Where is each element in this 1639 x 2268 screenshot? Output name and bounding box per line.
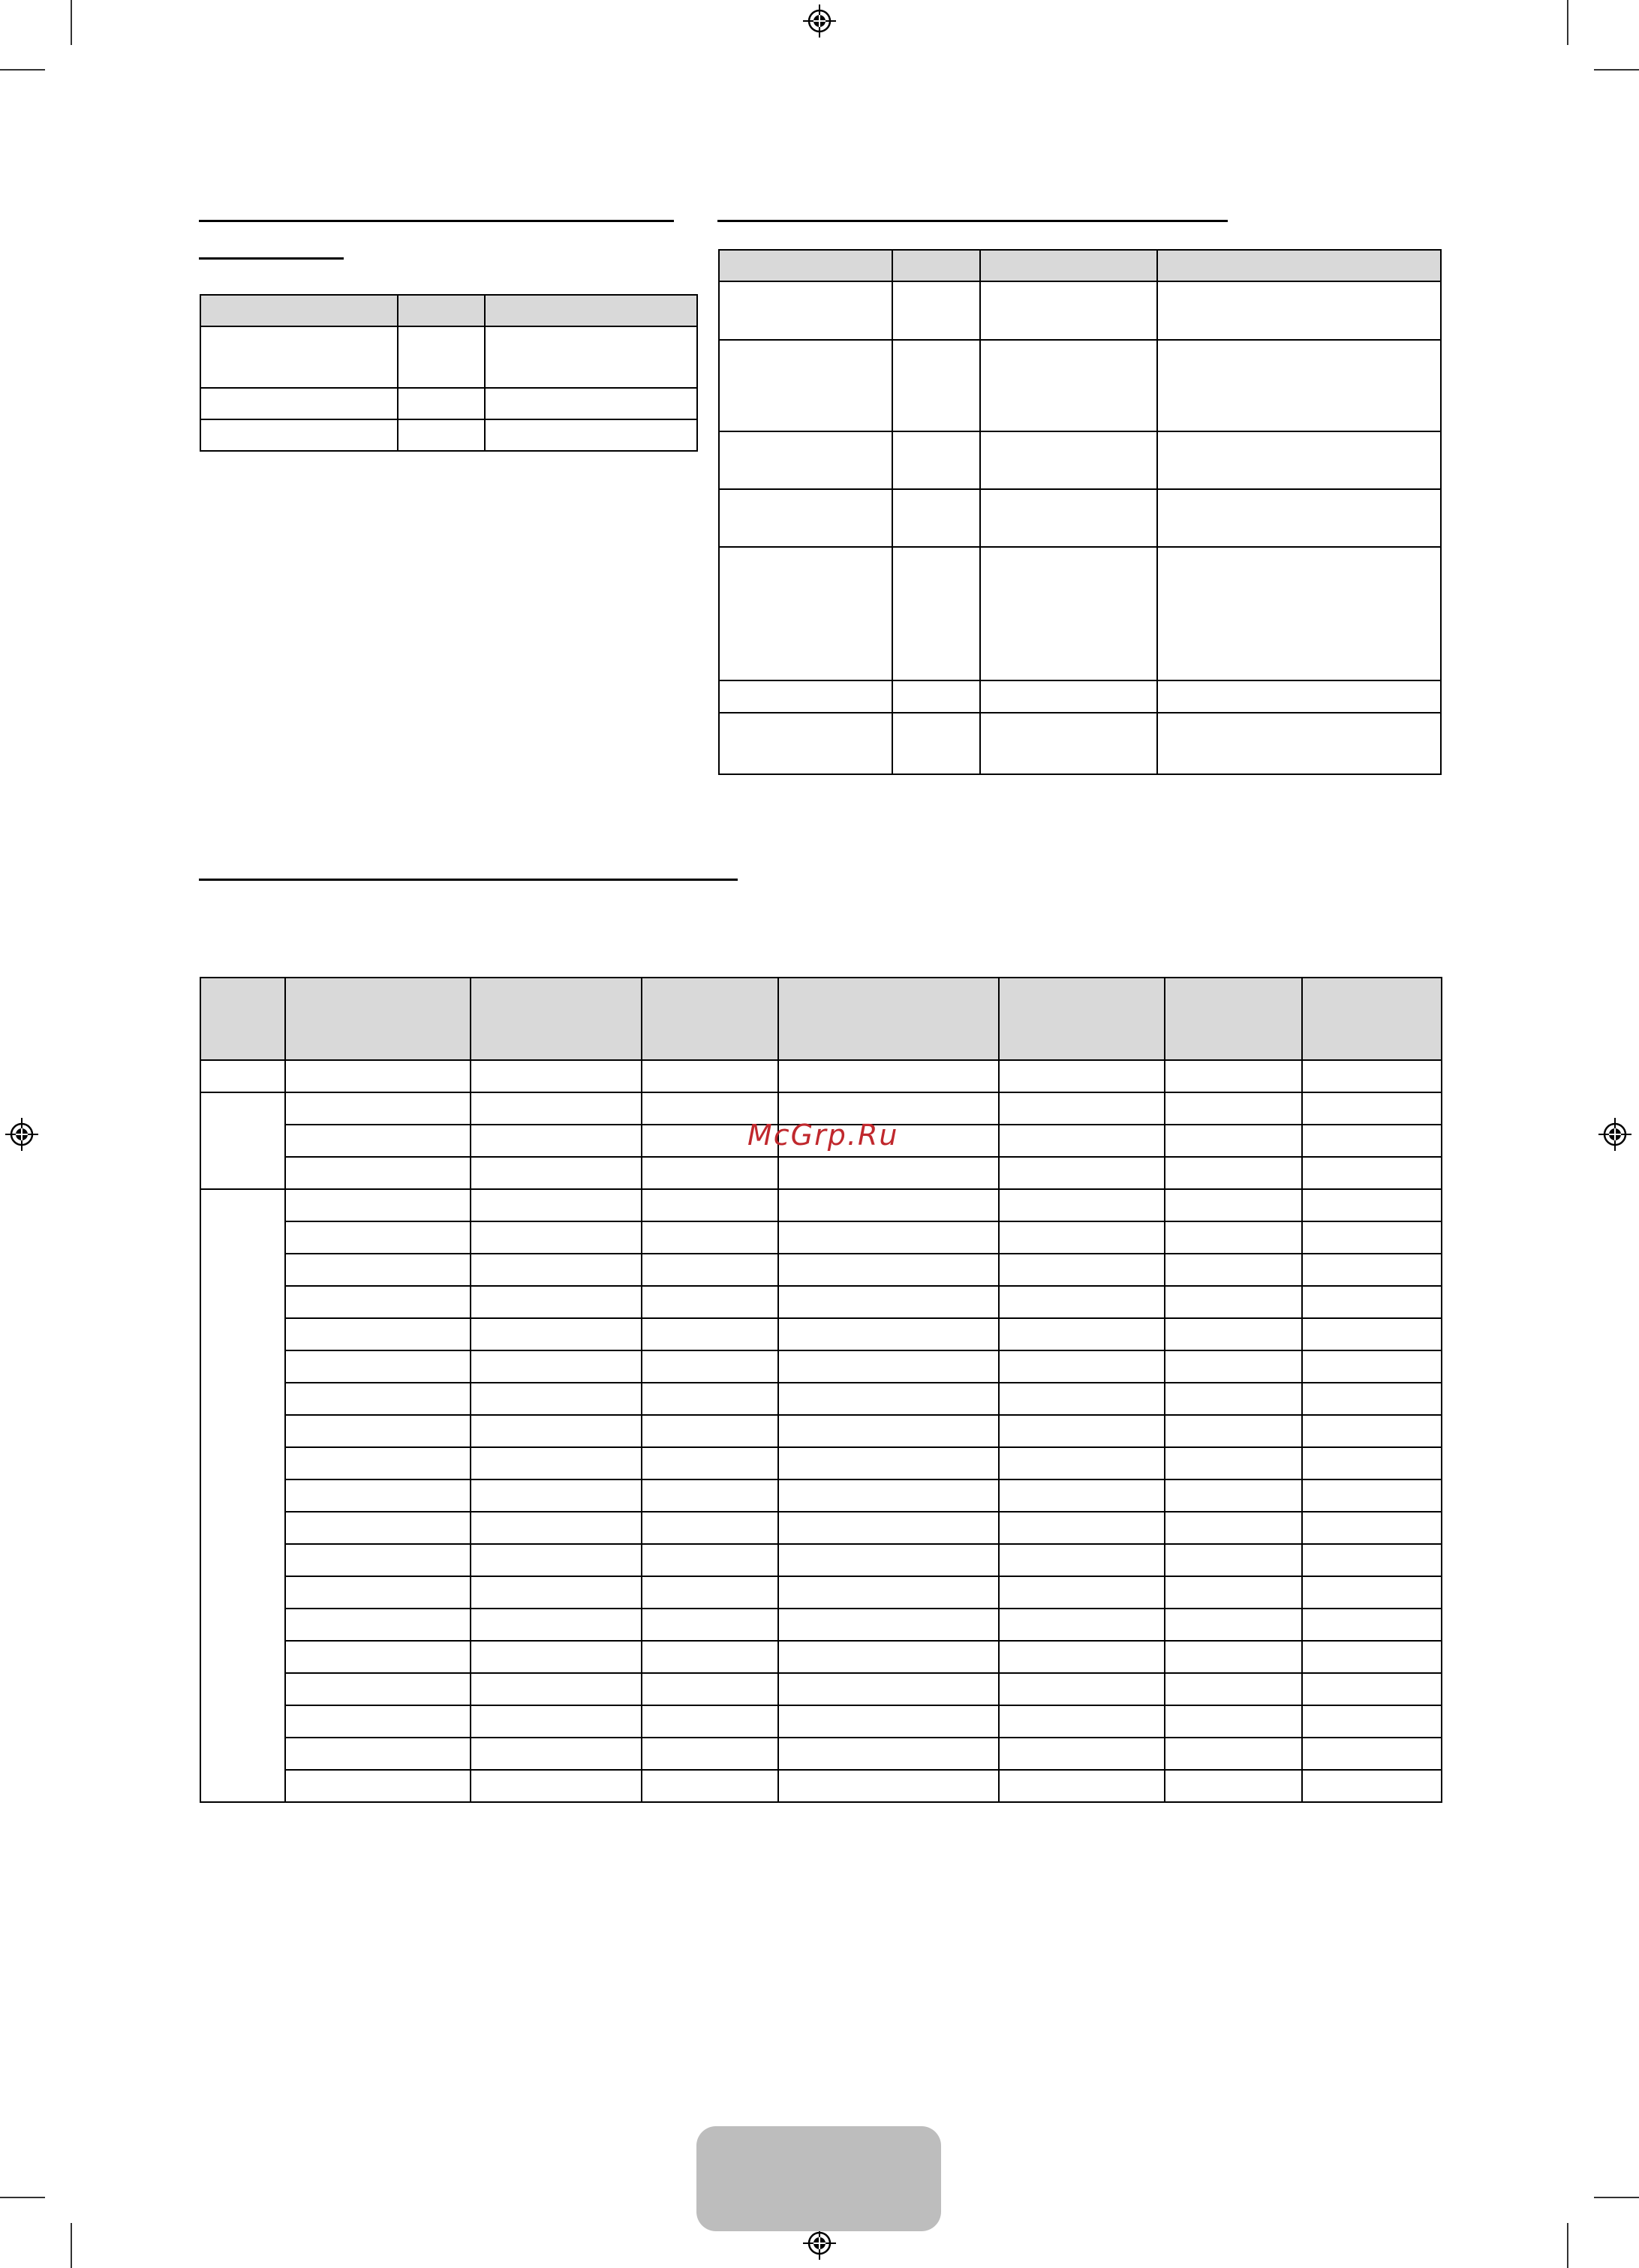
table-cell [471,1479,642,1512]
table-cell [471,1189,642,1221]
table-cell [285,1512,471,1544]
table-cell [778,1673,999,1705]
table-cell [1157,713,1441,774]
registration-mark-right-icon [1598,1118,1631,1151]
table-cell [1165,1092,1302,1125]
table-cell [892,281,980,340]
table-row [200,1415,1442,1447]
table-row [200,1576,1442,1609]
table-row [200,326,697,388]
table-cell [200,1060,285,1092]
table-cell [471,1447,642,1479]
table-cell [980,281,1157,340]
table-cell [642,1318,778,1350]
crop-mark-bottom-right-v [1567,2223,1568,2268]
table-cell [778,1738,999,1770]
table-cell [200,1189,285,1802]
table-cell [471,1544,642,1576]
table-cell [1165,1254,1302,1286]
table-cell [1302,1157,1442,1189]
table-cell [1302,1125,1442,1157]
table-cell [285,1447,471,1479]
table-cell [1157,281,1441,340]
table-cell [642,1415,778,1447]
table-row [200,1609,1442,1641]
table-header-cell [285,978,471,1060]
table-cell [642,1157,778,1189]
table-row [200,1060,1442,1092]
table-cell [471,1609,642,1641]
table-cell [719,340,892,431]
table-row [200,1673,1442,1705]
table-cell [285,1189,471,1221]
table-cell [999,1447,1165,1479]
table-cell [1302,1447,1442,1479]
table-cell [892,713,980,774]
left-spec-table [200,294,698,452]
table-row [200,1221,1442,1254]
table-cell [999,1125,1165,1157]
table-cell [778,1512,999,1544]
table-cell [285,1705,471,1738]
table-cell [778,1447,999,1479]
table-header-cell [485,295,697,326]
table-row [200,1254,1442,1286]
table-cell [778,1350,999,1383]
table-header-cell [642,978,778,1060]
table-cell [1165,1350,1302,1383]
table-header-cell [719,250,892,281]
table-cell [200,1092,285,1189]
table-cell [485,326,697,388]
table-row [719,431,1441,489]
table-cell [892,489,980,547]
table-row [719,713,1441,774]
table-header-cell [1165,978,1302,1060]
table-cell [719,431,892,489]
left-section-heading-rule [199,220,674,222]
table-cell [980,431,1157,489]
table-cell [1165,1189,1302,1221]
table-cell [642,1060,778,1092]
table-row [200,1157,1442,1189]
table-cell [778,1609,999,1641]
table-cell [1165,1738,1302,1770]
table-cell [999,1221,1165,1254]
table-cell [1302,1415,1442,1447]
table-cell [980,547,1157,680]
table-cell [471,1738,642,1770]
table-cell [285,1157,471,1189]
table-cell [999,1738,1165,1770]
crop-mark-bottom-left-h [0,2197,45,2198]
table-cell [285,1092,471,1125]
crop-mark-top-left-h [0,69,45,71]
watermark-text: McGrp.Ru [747,1119,899,1152]
table-row [200,1544,1442,1576]
table-cell [1165,1157,1302,1189]
table-cell [1165,1318,1302,1350]
table-cell [1165,1770,1302,1802]
table-cell [471,1512,642,1544]
table-cell [999,1254,1165,1286]
crop-mark-top-right-h [1594,69,1639,71]
table-cell [1302,1479,1442,1512]
table-cell [285,1125,471,1157]
table-cell [1157,680,1441,713]
table-row [200,1705,1442,1738]
table-cell [1302,1350,1442,1383]
registration-mark-bottom-icon [803,2227,836,2260]
table-cell [999,1770,1165,1802]
table-cell [999,1060,1165,1092]
table-cell [642,1383,778,1415]
table-cell [980,340,1157,431]
table-cell [999,1479,1165,1512]
table-cell [778,1221,999,1254]
table-cell [999,1544,1165,1576]
table-cell [1302,1092,1442,1125]
table-cell [285,1576,471,1609]
table-cell [642,1738,778,1770]
table-cell [471,1125,642,1157]
table-cell [778,1415,999,1447]
table-header-cell [999,978,1165,1060]
table-cell [999,1286,1165,1318]
table-cell [1165,1705,1302,1738]
table-cell [398,388,485,419]
table-cell [999,1189,1165,1221]
table-cell [285,1221,471,1254]
table-cell [999,1157,1165,1189]
table-cell [471,1415,642,1447]
table-cell [999,1092,1165,1125]
table-cell [778,1189,999,1221]
table-cell [471,1318,642,1350]
table-cell [1302,1770,1442,1802]
table-cell [1165,1512,1302,1544]
table-cell [892,547,980,680]
table-cell [285,1609,471,1641]
table-row [200,388,697,419]
table-cell [285,1479,471,1512]
table-cell [642,1609,778,1641]
table-cell [1165,1286,1302,1318]
table-row [200,1318,1442,1350]
table-cell [1165,1609,1302,1641]
table-cell [999,1318,1165,1350]
table-cell [892,431,980,489]
bottom-section-heading-rule [199,879,738,881]
bottom-mode-table [200,977,1442,1803]
table-cell [1157,547,1441,680]
table-row [719,281,1441,340]
table-row [200,1286,1442,1318]
table-cell [999,1609,1165,1641]
table-cell [778,1157,999,1189]
table-header-cell [471,978,642,1060]
table-cell [1165,1415,1302,1447]
table-cell [285,1060,471,1092]
table-cell [1302,1286,1442,1318]
table-row [200,1350,1442,1383]
crop-mark-top-right-v [1567,0,1568,45]
table-cell [1165,1221,1302,1254]
table-cell [471,1350,642,1383]
table-cell [642,1576,778,1609]
table-cell [1165,1544,1302,1576]
table-cell [642,1350,778,1383]
table-cell [471,1286,642,1318]
table-cell [642,1641,778,1673]
table-cell [892,340,980,431]
table-cell [1302,1641,1442,1673]
table-cell [642,1447,778,1479]
table-header-cell [1302,978,1442,1060]
table-cell [999,1415,1165,1447]
table-cell [398,419,485,451]
table-cell [642,1189,778,1221]
registration-mark-top-icon [803,5,836,38]
table-cell [778,1254,999,1286]
table-cell [471,1770,642,1802]
table-row [200,1479,1442,1512]
table-cell [719,547,892,680]
table-cell [719,281,892,340]
table-cell [285,1318,471,1350]
table-cell [471,1576,642,1609]
table-cell [1165,1447,1302,1479]
table-cell [1302,1060,1442,1092]
table-row [200,1383,1442,1415]
table-cell [999,1641,1165,1673]
table-cell [642,1512,778,1544]
table-row [719,547,1441,680]
table-cell [471,1673,642,1705]
table-cell [1165,1383,1302,1415]
crop-mark-bottom-right-h [1594,2197,1639,2198]
table-cell [778,1770,999,1802]
table-row [200,1738,1442,1770]
table-cell [1165,1125,1302,1157]
right-section-heading-rule [717,220,1228,222]
table-row [200,1189,1442,1221]
table-row [200,1512,1442,1544]
table-cell [1302,1254,1442,1286]
table-header-cell [778,978,999,1060]
table-cell [999,1383,1165,1415]
table-cell [1165,1479,1302,1512]
table-cell [1302,1512,1442,1544]
table-cell [471,1705,642,1738]
table-cell [1165,1576,1302,1609]
table-header-cell [200,295,398,326]
table-cell [285,1641,471,1673]
table-cell [999,1576,1165,1609]
table-cell [778,1479,999,1512]
table-cell [642,1479,778,1512]
table-cell [1157,431,1441,489]
left-section-subheading-rule [199,257,344,260]
table-cell [285,1415,471,1447]
table-row [200,1770,1442,1802]
table-cell [1302,1221,1442,1254]
table-cell [642,1770,778,1802]
table-cell [471,1060,642,1092]
table-cell [471,1221,642,1254]
table-header-row [200,295,697,326]
table-cell [999,1350,1165,1383]
table-cell [471,1092,642,1125]
table-cell [1302,1673,1442,1705]
table-cell [1302,1705,1442,1738]
table-cell [778,1286,999,1318]
table-cell [1157,340,1441,431]
crop-mark-top-left-v [71,0,72,45]
table-cell [285,1673,471,1705]
table-cell [778,1060,999,1092]
table-cell [642,1544,778,1576]
table-header-row [719,250,1441,281]
table-cell [999,1512,1165,1544]
table-cell [1302,1318,1442,1350]
table-cell [642,1254,778,1286]
table-header-cell [398,295,485,326]
table-cell [485,419,697,451]
table-cell [999,1705,1165,1738]
table-cell [778,1705,999,1738]
table-cell [285,1738,471,1770]
table-row [719,680,1441,713]
table-cell [980,489,1157,547]
table-header-row [200,978,1442,1060]
table-cell [1302,1383,1442,1415]
table-cell [719,489,892,547]
table-cell [778,1641,999,1673]
table-header-cell [980,250,1157,281]
table-cell [642,1221,778,1254]
table-row [719,340,1441,431]
table-cell [980,713,1157,774]
table-cell [285,1350,471,1383]
table-cell [778,1318,999,1350]
table-cell [1302,1609,1442,1641]
table-cell [1165,1673,1302,1705]
table-cell [471,1383,642,1415]
table-header-cell [200,978,285,1060]
page-number-tab [696,2126,941,2231]
table-cell [1302,1189,1442,1221]
table-cell [778,1576,999,1609]
table-cell [285,1770,471,1802]
table-cell [471,1641,642,1673]
table-cell [1165,1641,1302,1673]
table-cell [999,1673,1165,1705]
table-cell [642,1286,778,1318]
table-cell [285,1383,471,1415]
table-cell [471,1254,642,1286]
table-cell [719,713,892,774]
table-header-cell [892,250,980,281]
table-cell [642,1673,778,1705]
table-cell [200,419,398,451]
table-cell [778,1383,999,1415]
table-cell [1157,489,1441,547]
table-cell [200,326,398,388]
table-cell [892,680,980,713]
table-cell [1302,1544,1442,1576]
registration-mark-left-icon [5,1118,38,1151]
table-cell [285,1544,471,1576]
table-cell [1302,1738,1442,1770]
table-cell [719,680,892,713]
table-cell [398,326,485,388]
table-row [200,1641,1442,1673]
table-cell [778,1544,999,1576]
table-cell [285,1254,471,1286]
table-header-cell [1157,250,1441,281]
table-row [200,1447,1442,1479]
crop-mark-bottom-left-v [71,2223,72,2268]
table-cell [1302,1576,1442,1609]
table-row [200,419,697,451]
table-cell [1165,1060,1302,1092]
table-cell [285,1286,471,1318]
table-cell [200,388,398,419]
right-spec-table [718,249,1442,775]
table-cell [485,388,697,419]
table-row [719,489,1441,547]
table-cell [980,680,1157,713]
table-cell [471,1157,642,1189]
table-cell [642,1705,778,1738]
